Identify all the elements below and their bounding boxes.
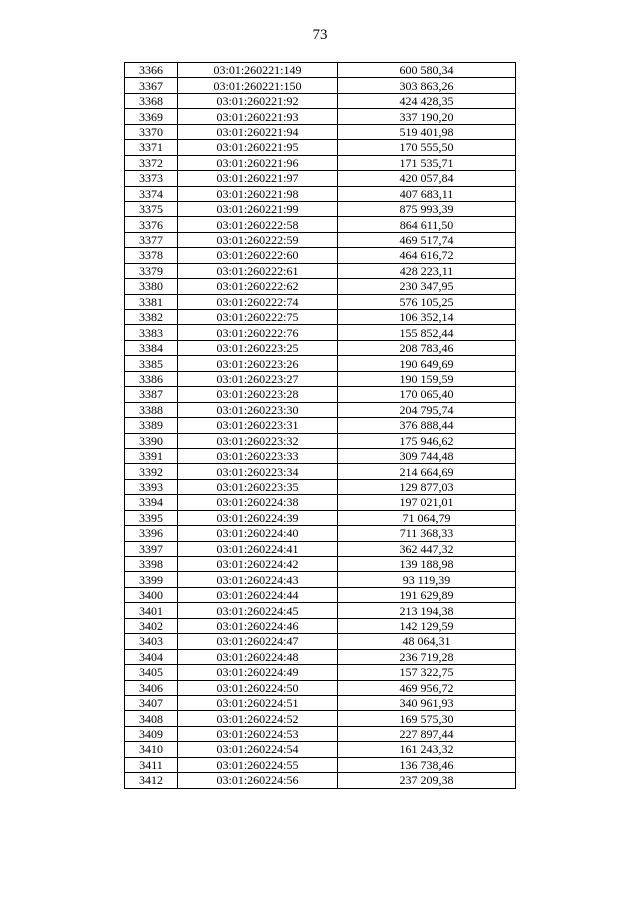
row-number-cell: 3394 [125,495,178,510]
table-row [125,171,516,186]
cadastral-number-cell: 03:01:260224:41 [178,541,338,556]
table-row [125,665,516,680]
value-cell: 469 517,74 [338,232,516,247]
row-number-cell: 3409 [125,726,178,741]
cadastral-number-cell: 03:01:260222:58 [178,217,338,232]
page-number: 73 [312,27,328,43]
table-row [125,541,516,556]
cadastral-number-cell: 03:01:260223:27 [178,371,338,386]
row-number-cell: 3383 [125,325,178,340]
table-row [125,464,516,479]
table-row [125,140,516,155]
table-body [125,63,516,789]
table-row [125,402,516,417]
cadastral-number-cell: 03:01:260223:34 [178,464,338,479]
table-row [125,618,516,633]
value-cell: 157 322,75 [338,665,516,680]
table-row [125,248,516,263]
row-number-cell: 3366 [125,63,178,78]
table-row [125,217,516,232]
value-cell: 519 401,98 [338,124,516,139]
cadastral-number-cell: 03:01:260221:98 [178,186,338,201]
table-row [125,201,516,216]
row-number-cell: 3410 [125,742,178,757]
table-row [125,557,516,572]
table-row [125,603,516,618]
row-number-cell: 3381 [125,294,178,309]
row-number-cell: 3370 [125,124,178,139]
value-cell: 71 064,79 [338,510,516,525]
row-number-cell: 3372 [125,155,178,170]
table-row [125,78,516,93]
row-number-cell: 3387 [125,387,178,402]
row-number-cell: 3402 [125,618,178,633]
value-cell: 139 188,98 [338,557,516,572]
cadastral-number-cell: 03:01:260224:47 [178,634,338,649]
cadastral-number-cell: 03:01:260224:56 [178,773,338,788]
cadastral-number-cell: 03:01:260223:32 [178,433,338,448]
cadastral-number-cell: 03:01:260223:30 [178,402,338,417]
value-cell: 864 611,50 [338,217,516,232]
cadastral-number-cell: 03:01:260223:31 [178,418,338,433]
cadastral-number-cell: 03:01:260222:76 [178,325,338,340]
value-cell: 303 863,26 [338,78,516,93]
value-cell: 875 993,39 [338,201,516,216]
row-number-cell: 3367 [125,78,178,93]
cadastral-number-cell: 03:01:260224:44 [178,587,338,602]
table-row [125,757,516,772]
row-number-cell: 3396 [125,526,178,541]
table-row [125,294,516,309]
table-row [125,371,516,386]
cadastral-number-cell: 03:01:260221:96 [178,155,338,170]
row-number-cell: 3407 [125,695,178,710]
value-cell: 576 105,25 [338,294,516,309]
table-row [125,109,516,124]
value-cell: 309 744,48 [338,448,516,463]
table-row [125,510,516,525]
value-cell: 362 447,32 [338,541,516,556]
value-cell: 711 368,33 [338,526,516,541]
row-number-cell: 3399 [125,572,178,587]
value-cell: 464 616,72 [338,248,516,263]
value-cell: 170 555,50 [338,140,516,155]
row-number-cell: 3382 [125,310,178,325]
row-number-cell: 3392 [125,464,178,479]
row-number-cell: 3401 [125,603,178,618]
value-cell: 142 129,59 [338,618,516,633]
row-number-cell: 3373 [125,171,178,186]
value-cell: 197 021,01 [338,495,516,510]
row-number-cell: 3390 [125,433,178,448]
data-table [124,62,516,789]
value-cell: 204 795,74 [338,402,516,417]
row-number-cell: 3406 [125,680,178,695]
cadastral-number-cell: 03:01:260224:43 [178,572,338,587]
table-row [125,479,516,494]
table-row [125,448,516,463]
cadastral-number-cell: 03:01:260221:94 [178,124,338,139]
cadastral-number-cell: 03:01:260222:75 [178,310,338,325]
cadastral-number-cell: 03:01:260224:39 [178,510,338,525]
value-cell: 227 897,44 [338,726,516,741]
cadastral-number-cell: 03:01:260222:59 [178,232,338,247]
value-cell: 407 683,11 [338,186,516,201]
cadastral-number-cell: 03:01:260224:50 [178,680,338,695]
value-cell: 170 065,40 [338,387,516,402]
cadastral-number-cell: 03:01:260224:53 [178,726,338,741]
table-row [125,418,516,433]
value-cell: 213 194,38 [338,603,516,618]
row-number-cell: 3405 [125,665,178,680]
table-row [125,325,516,340]
table-row [125,387,516,402]
table-row [125,649,516,664]
row-number-cell: 3408 [125,711,178,726]
row-number-cell: 3375 [125,201,178,216]
table-row [125,680,516,695]
value-cell: 136 738,46 [338,757,516,772]
value-cell: 106 352,14 [338,310,516,325]
value-cell: 236 719,28 [338,649,516,664]
row-number-cell: 3376 [125,217,178,232]
row-number-cell: 3403 [125,634,178,649]
row-number-cell: 3378 [125,248,178,263]
row-number-cell: 3380 [125,279,178,294]
cadastral-number-cell: 03:01:260222:61 [178,263,338,278]
value-cell: 230 347,95 [338,279,516,294]
row-number-cell: 3412 [125,773,178,788]
table-row [125,634,516,649]
cadastral-number-cell: 03:01:260222:62 [178,279,338,294]
table-row [125,495,516,510]
table-row [125,232,516,247]
row-number-cell: 3386 [125,371,178,386]
value-cell: 171 535,71 [338,155,516,170]
value-cell: 600 580,34 [338,63,516,78]
row-number-cell: 3398 [125,557,178,572]
cadastral-number-cell: 03:01:260224:38 [178,495,338,510]
cadastral-number-cell: 03:01:260224:51 [178,695,338,710]
row-number-cell: 3391 [125,448,178,463]
row-number-cell: 3393 [125,479,178,494]
value-cell: 155 852,44 [338,325,516,340]
row-number-cell: 3400 [125,587,178,602]
value-cell: 191 629,89 [338,587,516,602]
cadastral-number-cell: 03:01:260223:33 [178,448,338,463]
table-row [125,93,516,108]
cadastral-number-cell: 03:01:260224:45 [178,603,338,618]
value-cell: 129 877,03 [338,479,516,494]
value-cell: 48 064,31 [338,634,516,649]
table-row [125,773,516,788]
value-cell: 420 057,84 [338,171,516,186]
cadastral-number-cell: 03:01:260221:93 [178,109,338,124]
value-cell: 169 575,30 [338,711,516,726]
cadastral-number-cell: 03:01:260223:25 [178,340,338,355]
table-row [125,587,516,602]
cadastral-number-cell: 03:01:260224:48 [178,649,338,664]
cadastral-number-cell: 03:01:260221:150 [178,78,338,93]
table-row [125,433,516,448]
value-cell: 161 243,32 [338,742,516,757]
row-number-cell: 3404 [125,649,178,664]
row-number-cell: 3385 [125,356,178,371]
table-row [125,155,516,170]
row-number-cell: 3397 [125,541,178,556]
row-number-cell: 3379 [125,263,178,278]
table-row [125,279,516,294]
cadastral-number-cell: 03:01:260224:42 [178,557,338,572]
value-cell: 424 428,35 [338,93,516,108]
row-number-cell: 3374 [125,186,178,201]
cadastral-number-cell: 03:01:260221:149 [178,63,338,78]
table-row [125,63,516,78]
value-cell: 175 946,62 [338,433,516,448]
cadastral-number-cell: 03:01:260224:49 [178,665,338,680]
cadastral-number-cell: 03:01:260224:46 [178,618,338,633]
value-cell: 340 961,93 [338,695,516,710]
table-row [125,356,516,371]
value-cell: 190 159,59 [338,371,516,386]
table-row [125,695,516,710]
cadastral-number-cell: 03:01:260221:95 [178,140,338,155]
row-number-cell: 3395 [125,510,178,525]
value-cell: 337 190,20 [338,109,516,124]
value-cell: 214 664,69 [338,464,516,479]
table-row [125,572,516,587]
table-row [125,124,516,139]
value-cell: 190 649,69 [338,356,516,371]
value-cell: 469 956,72 [338,680,516,695]
cadastral-number-cell: 03:01:260224:54 [178,742,338,757]
table-row [125,186,516,201]
value-cell: 208 783,46 [338,340,516,355]
row-number-cell: 3369 [125,109,178,124]
cadastral-number-cell: 03:01:260221:92 [178,93,338,108]
table-row [125,726,516,741]
row-number-cell: 3377 [125,232,178,247]
cadastral-number-cell: 03:01:260221:97 [178,171,338,186]
cadastral-number-cell: 03:01:260221:99 [178,201,338,216]
row-number-cell: 3371 [125,140,178,155]
row-number-cell: 3368 [125,93,178,108]
table-row [125,263,516,278]
cadastral-number-cell: 03:01:260223:35 [178,479,338,494]
table-row [125,526,516,541]
value-cell: 428 223,11 [338,263,516,278]
table-row [125,742,516,757]
cadastral-number-cell: 03:01:260224:52 [178,711,338,726]
value-cell: 237 209,38 [338,773,516,788]
cadastral-number-cell: 03:01:260223:28 [178,387,338,402]
table-row [125,310,516,325]
cadastral-number-cell: 03:01:260223:26 [178,356,338,371]
row-number-cell: 3384 [125,340,178,355]
row-number-cell: 3411 [125,757,178,772]
value-cell: 376 888,44 [338,418,516,433]
cadastral-number-cell: 03:01:260222:60 [178,248,338,263]
row-number-cell: 3388 [125,402,178,417]
cadastral-number-cell: 03:01:260222:74 [178,294,338,309]
table-row [125,711,516,726]
cadastral-number-cell: 03:01:260224:40 [178,526,338,541]
cadastral-number-cell: 03:01:260224:55 [178,757,338,772]
row-number-cell: 3389 [125,418,178,433]
value-cell: 93 119,39 [338,572,516,587]
table-row [125,340,516,355]
